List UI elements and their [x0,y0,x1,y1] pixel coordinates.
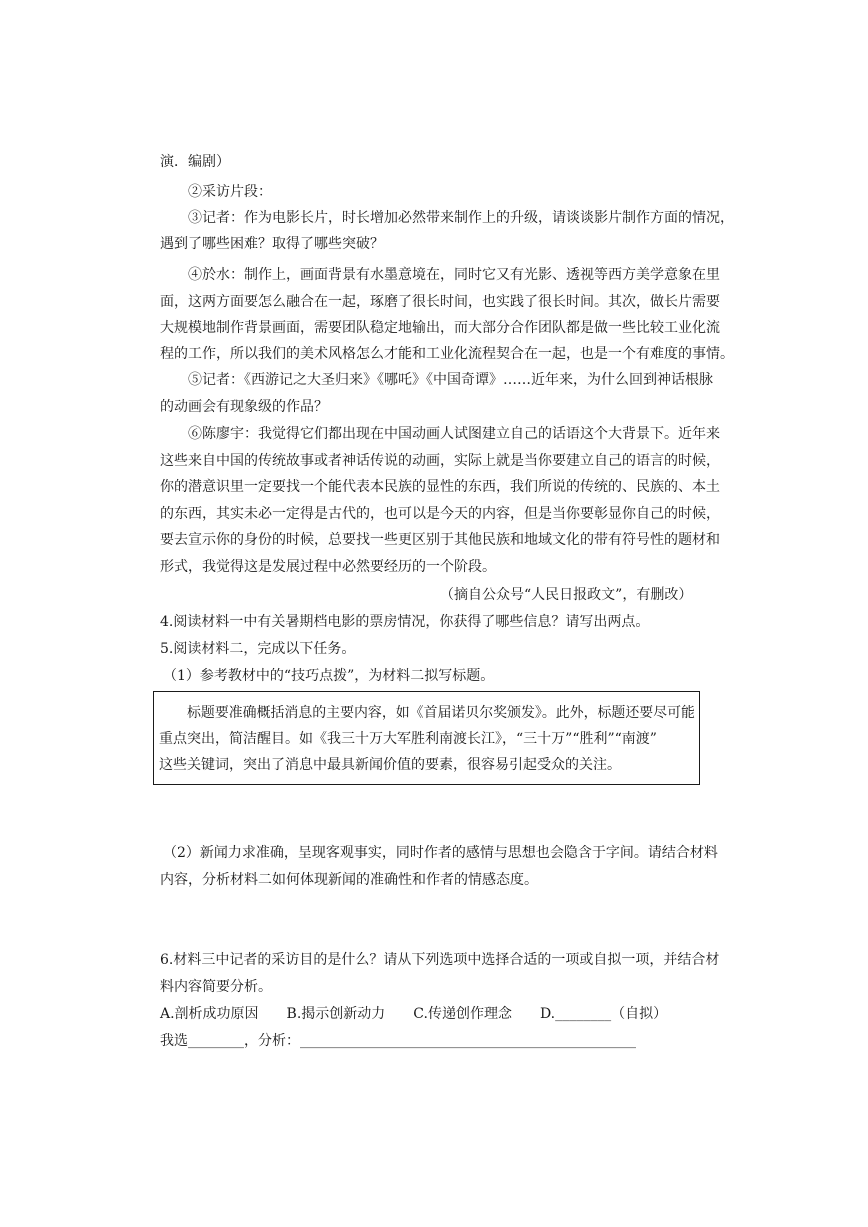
answer-6-line4: 的东西，其实未必一定得是古代的，也可以是今天的内容，但是当你要彰显你自己的时候， [160,506,720,522]
reporter-question-5-line1: ⑤记者：《西游记之大圣归来》《哪吒》《中国奇谭》……近年来，为什么回到神话根脉 [188,372,713,388]
source-note: （摘自公众号“人民日报政文”，有删改） [440,587,693,603]
answer-6-line1: ⑥陈廖宇：我觉得它们都出现在中国动画人试图建立自己的话语这个大背景下。近年来 [188,426,720,442]
answer-4-line4: 程的工作，所以我们的美术风格怎么才能和工业化流程契合在一起，也是一个有难度的事情。 [160,346,734,362]
question-6-line2: 料内容简要分析。 [160,979,272,995]
answer-4-line2: 面，这两方面要怎么融合在一起，琢磨了很长时间，也实践了很长时间。其次，做长片需要 [160,294,720,310]
reporter-question-3-line2: 遇到了哪些困难？取得了哪些突破？ [160,236,384,252]
answer-6-line2: 这些来自中国的传统故事或者神话传说的动画，实际上就是当你要建立自己的语言的时候， [160,453,720,469]
question-5: 5.阅读材料二，完成以下任务。 [160,641,356,657]
tip-box [153,691,700,785]
interview-header: ②采访片段： [188,184,272,200]
reporter-question-5-line2: 的动画会有现象级的作品？ [160,399,328,415]
question-6-answer-line: 我选________，分析：________________________________________________ [160,1033,636,1049]
material2-continuation: 演．编剧） [160,154,230,170]
question-5-2-line2: 内容，分析材料二如何体现新闻的准确性和作者的情感态度。 [160,872,538,888]
answer-6-line3: 你的潜意识里一定要找一个能代表本民族的显性的东西，我们所说的传统的、民族的、本土 [160,479,720,495]
answer-6-line6: 形式，我觉得这是发展过程中必然要经历的一个阶段。 [160,559,496,575]
question-5-2-line1: （2）新闻力求准确，呈现客观事实，同时作者的感情与思想也会隐含于字间。请结合材料 [163,845,718,861]
question-5-1: （1）参考教材中的“技巧点拨”，为材料二拟写标题。 [163,668,495,684]
answer-6-line5: 要去宣示你的身份的时候，总要找一些更区别于其他民族和地域文化的带有符号性的题材和 [160,532,720,548]
question-4: 4.阅读材料一中有关暑期档电影的票房情况，你获得了哪些信息？请写出两点。 [160,614,650,630]
tip-box-line2: 重点突出，简洁醒目。如《我三十万大军胜利南渡长江》，“三十万”“胜利”“南渡” [159,731,657,747]
tip-box-line3: 这些关键词，突出了消息中最具新闻价值的要素，很容易引起受众的关注。 [159,757,621,773]
question-6-line1: 6.材料三中记者的采访目的是什么？请从下列选项中选择合适的一项或自拟一项，并结合材 [160,952,720,968]
question-6-options: A.剖析成功原因 B.揭示创新动力 C.传递创作理念 D.________（自拟） [160,1006,668,1022]
reporter-question-3-line1: ③记者：作为电影长片，时长增加必然带来制作上的升级，请谈谈影片制作方面的情况， [188,210,734,226]
answer-4-line1: ④於水：制作上，画面背景有水墨意境在，同时它又有光影、透视等西方美学意象在里 [188,267,720,283]
tip-box-line1: 标题要准确概括消息的主要内容，如《首届诺贝尔奖颁发》。此外，标题还要尽可能 [187,705,695,721]
answer-4-line3: 大规模地制作背景画面，需要团队稳定地输出，而大部分合作团队都是做一些比较工业化流 [160,320,720,336]
